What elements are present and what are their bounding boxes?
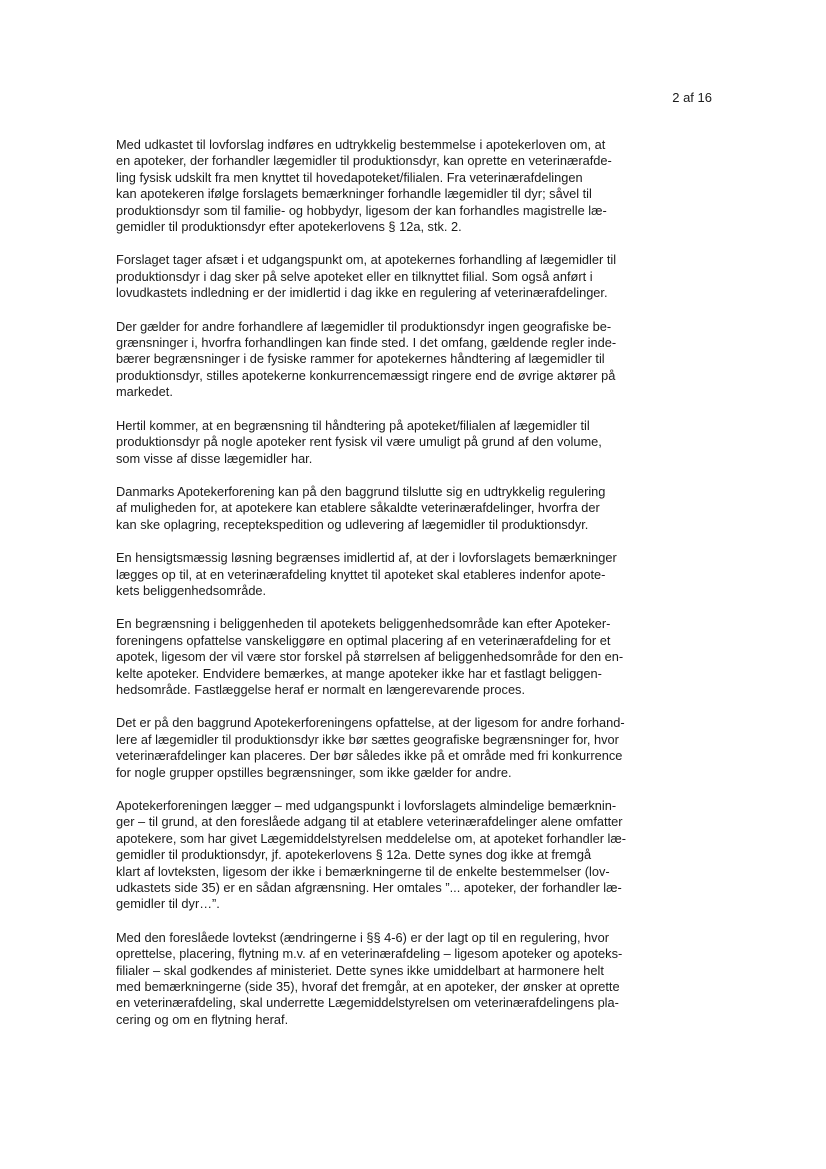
text-line: Danmarks Apotekerforening kan på den baggrund tilslutte sig en udtrykkelig regulering	[116, 483, 606, 499]
text-line: som visse af disse lægemidler har.	[116, 450, 313, 466]
paragraph-8	[116, 715, 710, 781]
text-line: filialer – skal godkendes af ministeriet. Dette synes ikke umiddelbart at harmonere helt	[116, 962, 604, 978]
text-line: kan ske oplagring, receptekspedition og udlevering af lægemidler til produktionsdyr.	[116, 516, 589, 532]
text-line: produktionsdyr på nogle apoteker rent fysisk vil være umuligt på grund af den volume,	[116, 434, 602, 450]
text-line: Der gælder for andre forhandlere af lægemidler til produktionsdyr ingen geografiske be-	[116, 318, 612, 334]
text-line: apotekere, som har givet Lægemiddelstyrelsen meddelelse om, at apoteket forhandler læ-	[116, 830, 627, 846]
paragraph-1	[116, 137, 710, 235]
text-line: kan apotekeren ifølge forslagets bemærkninger forhandle lægemidler til dyr; såvel til	[116, 186, 592, 202]
text-line: Med udkastet til lovforslag indføres en udtrykkelig bestemmelse i apotekerloven om, at	[116, 137, 606, 152]
text-line: ger – til grund, at den foreslåede adgang til at etablere veterinærafdelinger alene omfatter	[116, 814, 623, 830]
paragraph-9	[116, 798, 710, 913]
paragraph-4	[116, 418, 710, 467]
text-line: lægges op til, at en veterinærafdeling knyttet til apoteket skal etableres indenfor apote-	[116, 566, 606, 582]
text-line: ling fysisk udskilt fra men knyttet til hovedapoteket/filialen. Fra veterinærafdelingen	[116, 169, 583, 185]
page-number: 2 af 16	[672, 90, 712, 105]
text-line: kelte apoteker. Endvidere bemærkes, at mange apoteker ikke har et fastlagt beliggen-	[116, 665, 602, 681]
text-line: Med den foreslåede lovtekst (ændringerne i §§ 4-6) er der lagt op til en regulering, hvor	[116, 929, 609, 945]
text-line: oprettelse, placering, flytning m.v. af en veterinærafdeling – ligesom apoteker og apoteks-	[116, 946, 623, 962]
text-line: apotek, ligesom der vil være stor forskel på størrelsen af beliggenhedsområde for den en-	[116, 649, 624, 665]
text-line: lere af lægemidler til produktionsdyr ikke bør sættes geografiske begrænsninger for, hvor	[116, 731, 619, 747]
text-line: Hertil kommer, at en begrænsning til håndtering på apoteket/filialen af lægemidler til	[116, 417, 590, 433]
text-line: klart af lovteksten, ligesom der ikke i bemærkningerne til de enkelte bestemmelser (lov-	[116, 863, 610, 879]
text-line: Apotekerforeningen lægger – med udgangspunkt i lovforslagets almindelige bemærknin-	[116, 798, 617, 813]
paragraph-5	[116, 484, 710, 533]
text-line: med bemærkningerne (side 35), hvoraf det fremgår, at en apoteker, der ønsker at oprette	[116, 979, 620, 995]
text-line: gemidler til produktionsdyr efter apotekerlovens § 12a, stk. 2.	[116, 219, 462, 235]
text-line: udkastets side 35) er en sådan afgrænsning. Her omtales ”... apoteker, der forhandler læ-	[116, 880, 622, 896]
text-line: en veterinærafdeling, skal underrette Lægemiddelstyrelsen om veterinærafdelingens pla-	[116, 995, 619, 1011]
text-line: lovudkastets indledning er der imidlertid i dag ikke en regulering af veterinærafdelinger.	[116, 285, 608, 301]
text-line: bærer begrænsninger i de fysiske rammer for apotekernes håndtering af lægemidler til	[116, 351, 605, 367]
paragraph-2	[116, 252, 710, 301]
text-line: gemidler til produktionsdyr, jf. apotekerlovens § 12a. Dette synes dog ikke at fremgå	[116, 847, 592, 863]
text-line: for nogle grupper opstilles begrænsninger, som ikke gælder for andre.	[116, 764, 512, 780]
text-line: af muligheden for, at apotekere kan etablere såkaldte veterinærafdelinger, hvorfra der	[116, 500, 600, 516]
text-line: markedet.	[116, 384, 173, 400]
text-line: hedsområde. Fastlæggelse heraf er normalt en længerevarende proces.	[116, 681, 526, 697]
paragraph-10	[116, 930, 710, 1028]
text-line: grænsninger i, hvorfra forhandlingen kan finde sted. I det omfang, gældende regler inde-	[116, 335, 617, 351]
text-line: En hensigtsmæssig løsning begrænses imidlertid af, at der i lovforslagets bemærkninger	[116, 550, 617, 566]
text-line: Det er på den baggrund Apotekerforeningens opfattelse, at der ligesom for andre forhand-	[116, 715, 625, 731]
text-line: kets beliggenhedsområde.	[116, 582, 267, 598]
text-line: En begrænsning i beliggenheden til apotekets beliggenhedsområde kan efter Apoteker-	[116, 616, 611, 632]
text-line: produktionsdyr i dag sker på selve apoteket eller en tilknyttet filial. Som også anført i	[116, 268, 593, 284]
paragraph-7	[116, 616, 710, 698]
text-line: veterinærafdelinger kan placeres. Der bør således ikke på et område med fri konkurrence	[116, 748, 623, 764]
text-line: produktionsdyr som til familie- og hobbydyr, ligesom der kan forhandles magistrelle læ-	[116, 202, 607, 218]
text-line: Forslaget tager afsæt i et udgangspunkt om, at apotekernes forhandling af lægemidler til	[116, 252, 617, 268]
text-line: foreningens opfattelse vanskeliggøre en optimal placering af en veterinærafdeling for et	[116, 632, 611, 648]
text-line: en apoteker, der forhandler lægemidler til produktionsdyr, kan oprette en veterinærafde-	[116, 153, 612, 169]
paragraph-6	[116, 550, 710, 599]
document-body	[116, 137, 710, 1045]
paragraph-3	[116, 319, 710, 401]
text-line: gemidler til dyr…”.	[116, 896, 220, 912]
text-line: produktionsdyr, stilles apotekerne konkurrencemæssigt ringere end de øvrige aktører på	[116, 367, 616, 383]
text-line: cering og om en flytning heraf.	[116, 1011, 289, 1027]
